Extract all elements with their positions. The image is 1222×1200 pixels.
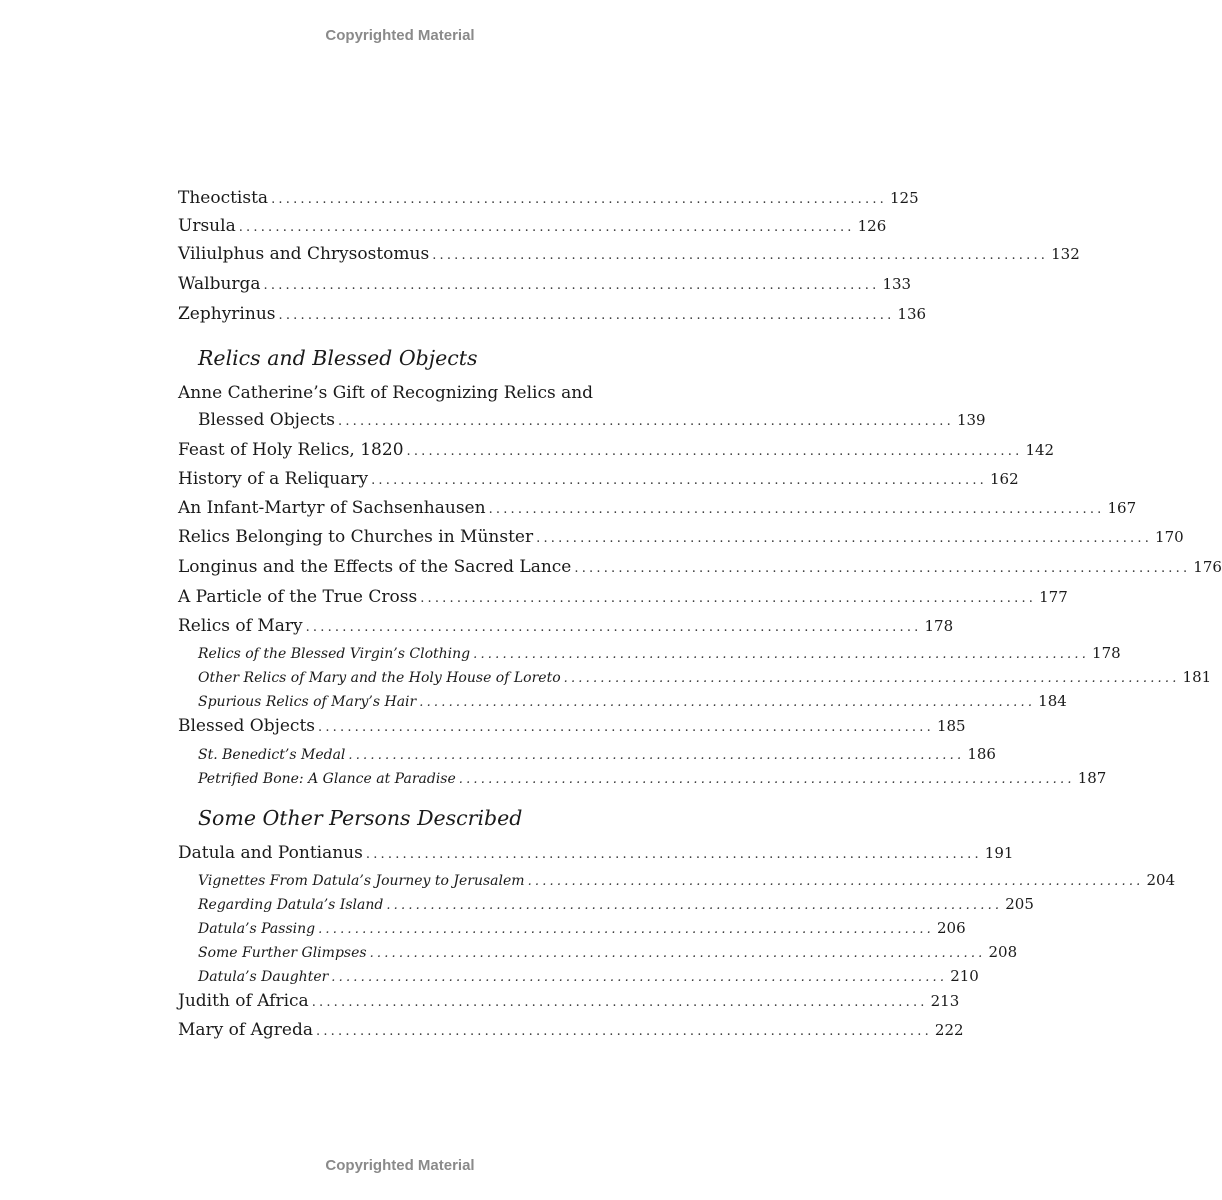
toc-entry[interactable]: [178, 716, 966, 736]
dot-leader: ....................................................................................: [406, 444, 1023, 459]
dot-leader: ....................................................................................: [238, 220, 855, 235]
toc-subentry[interactable]: [198, 745, 996, 763]
dot-leader: ....................................................................................: [419, 695, 1036, 710]
toc-entry-title: Datula’s Passing: [198, 921, 316, 937]
toc-entry-title: Walburga: [178, 274, 261, 294]
toc-entry-title: An Infant-Martyr of Sachsenhausen: [178, 498, 486, 518]
toc-entry-page: 191: [984, 844, 1014, 862]
toc-entry-title: Relics of the Blessed Virgin’s Clothing: [198, 646, 471, 662]
dot-leader: ....................................................................................: [278, 308, 895, 323]
toc-entry-page: 222: [934, 1021, 964, 1039]
toc-entry-title: Regarding Datula’s Island: [198, 897, 384, 913]
toc-entry-page: 210: [950, 967, 979, 985]
toc-subentry[interactable]: [198, 644, 1121, 662]
toc-subentry[interactable]: [198, 668, 1212, 686]
toc-entry[interactable]: [178, 527, 1184, 547]
toc-entry[interactable]: [178, 991, 960, 1011]
toc-entry-title: Longinus and the Effects of the Sacred Lance: [178, 557, 572, 577]
toc-entry-zephyrinus[interactable]: [178, 304, 927, 324]
dot-leader: ....................................................................................: [563, 671, 1180, 686]
dot-leader: ....................................................................................: [305, 620, 922, 635]
dot-leader: ....................................................................................: [369, 946, 986, 961]
dot-leader: ....................................................................................: [348, 748, 965, 763]
toc-entry-page: 178: [1092, 644, 1121, 662]
toc-entry[interactable]: [178, 616, 954, 636]
toc-entry-page: 136: [897, 305, 927, 323]
dot-leader: ....................................................................................: [420, 591, 1037, 606]
toc-entry-page: 205: [1005, 895, 1034, 913]
dot-leader: ....................................................................................: [365, 847, 982, 862]
dot-leader: ....................................................................................: [527, 874, 1144, 889]
toc-subentry[interactable]: [198, 871, 1176, 889]
toc-subentry[interactable]: [198, 895, 1034, 913]
toc-entry-ursula[interactable]: [178, 216, 887, 236]
dot-leader: ....................................................................................: [338, 414, 954, 429]
toc-entry-title: A Particle of the True Cross: [178, 587, 418, 607]
dot-leader: ....................................................................................: [263, 278, 880, 293]
toc-entry[interactable]: [178, 469, 1019, 489]
toc-entry-walburga[interactable]: [178, 274, 912, 294]
toc-entry[interactable]: [178, 498, 1137, 518]
toc-entry-title: Viliulphus and Chrysostomus: [178, 244, 430, 264]
toc-entry-page: 185: [936, 717, 966, 735]
toc-subentry[interactable]: [198, 692, 1067, 710]
toc-entry[interactable]: [178, 843, 1014, 863]
toc-entry[interactable]: [178, 440, 1055, 460]
copyright-header: Copyrighted Material: [325, 27, 475, 44]
dot-leader: ....................................................................................: [371, 473, 988, 488]
toc-entry-page: 206: [937, 919, 966, 937]
dot-leader: ....................................................................................: [386, 898, 1003, 913]
dot-leader: ....................................................................................: [432, 248, 1049, 263]
section-heading-relics: Relics and Blessed Objects: [198, 346, 478, 370]
toc-entry-title-line1[interactable]: Anne Catherine’s Gift of Recognizing Relics and: [178, 383, 594, 403]
toc-entry-page: 170: [1155, 528, 1184, 546]
toc-entry-title: Relics of Mary: [178, 616, 303, 636]
toc-entry-page: 181: [1182, 668, 1212, 686]
toc-entry-page: 167: [1107, 499, 1137, 517]
toc-entry-title: Petrified Bone: A Glance at Paradise: [198, 771, 456, 787]
toc-entry-gift-of-recognizing[interactable]: [198, 410, 986, 430]
toc-entry-page: 184: [1038, 692, 1067, 710]
dot-leader: ....................................................................................: [473, 647, 1090, 662]
toc-entry-page: 213: [930, 992, 960, 1010]
dot-leader: ....................................................................................: [271, 192, 887, 207]
toc-entry-page: 187: [1077, 769, 1107, 787]
toc-entry-page: 177: [1039, 588, 1068, 606]
toc-entry-title: History of a Reliquary: [178, 469, 369, 489]
dot-leader: ....................................................................................: [331, 970, 948, 985]
toc-entry-title: Spurious Relics of Mary’s Hair: [198, 694, 417, 710]
copyright-footer: Copyrighted Material: [325, 1157, 475, 1174]
toc-entry-viliulphus[interactable]: [178, 244, 1080, 264]
toc-entry-title: Vignettes From Datula’s Journey to Jerusalem: [198, 873, 525, 889]
toc-entry[interactable]: [178, 557, 1222, 577]
toc-entry-page: 204: [1146, 871, 1176, 889]
toc-entry-page: 139: [956, 411, 986, 429]
toc-entry-theoctista[interactable]: [178, 188, 919, 208]
toc-entry-title: Ursula: [178, 216, 236, 236]
toc-entry-page: 186: [967, 745, 996, 763]
section-heading-other-persons: Some Other Persons Described: [198, 806, 523, 830]
toc-entry-title: Datula’s Daughter: [198, 969, 329, 985]
toc-entry-page: 178: [924, 617, 954, 635]
toc-entry-title: Feast of Holy Relics, 1820: [178, 440, 404, 460]
dot-leader: ....................................................................................: [318, 720, 934, 735]
dot-leader: ....................................................................................: [536, 531, 1153, 546]
toc-entry-title: Some Further Glimpses: [198, 945, 367, 961]
toc-entry-title: Zephyrinus: [178, 304, 276, 324]
toc-subentry[interactable]: [198, 769, 1107, 787]
toc-entry-title: Relics Belonging to Churches in Münster: [178, 527, 534, 547]
toc-entry-page: 125: [890, 189, 919, 207]
toc-entry-title: Blessed Objects: [198, 410, 336, 430]
toc-entry[interactable]: [178, 587, 1068, 607]
toc-entry-title: St. Benedict’s Medal: [198, 747, 346, 763]
toc-entry-page: 126: [857, 217, 887, 235]
dot-leader: ....................................................................................: [315, 1024, 932, 1039]
toc-subentry[interactable]: [198, 967, 979, 985]
toc-entry-page: 208: [988, 943, 1018, 961]
toc-entry-title: Judith of Africa: [178, 991, 309, 1011]
toc-entry-title: Blessed Objects: [178, 716, 316, 736]
dot-leader: ....................................................................................: [574, 561, 1191, 576]
toc-entry-title: Other Relics of Mary and the Holy House of Loreto: [198, 670, 561, 686]
toc-subentry[interactable]: [198, 919, 966, 937]
toc-entry-title: Theoctista: [178, 188, 269, 208]
dot-leader: ....................................................................................: [318, 922, 935, 937]
toc-entry[interactable]: [178, 1020, 964, 1040]
toc-subentry[interactable]: [198, 943, 1018, 961]
dot-leader: ....................................................................................: [488, 502, 1105, 517]
toc-entry-page: 162: [990, 470, 1019, 488]
dot-leader: ....................................................................................: [458, 772, 1075, 787]
dot-leader: ....................................................................................: [311, 995, 928, 1010]
toc-entry-page: 142: [1025, 441, 1055, 459]
toc-entry-page: 132: [1051, 245, 1080, 263]
toc-entry-title: Datula and Pontianus: [178, 843, 363, 863]
toc-entry-page: 176: [1193, 558, 1222, 576]
toc-entry-page: 133: [882, 275, 912, 293]
toc-entry-title: Mary of Agreda: [178, 1020, 313, 1040]
